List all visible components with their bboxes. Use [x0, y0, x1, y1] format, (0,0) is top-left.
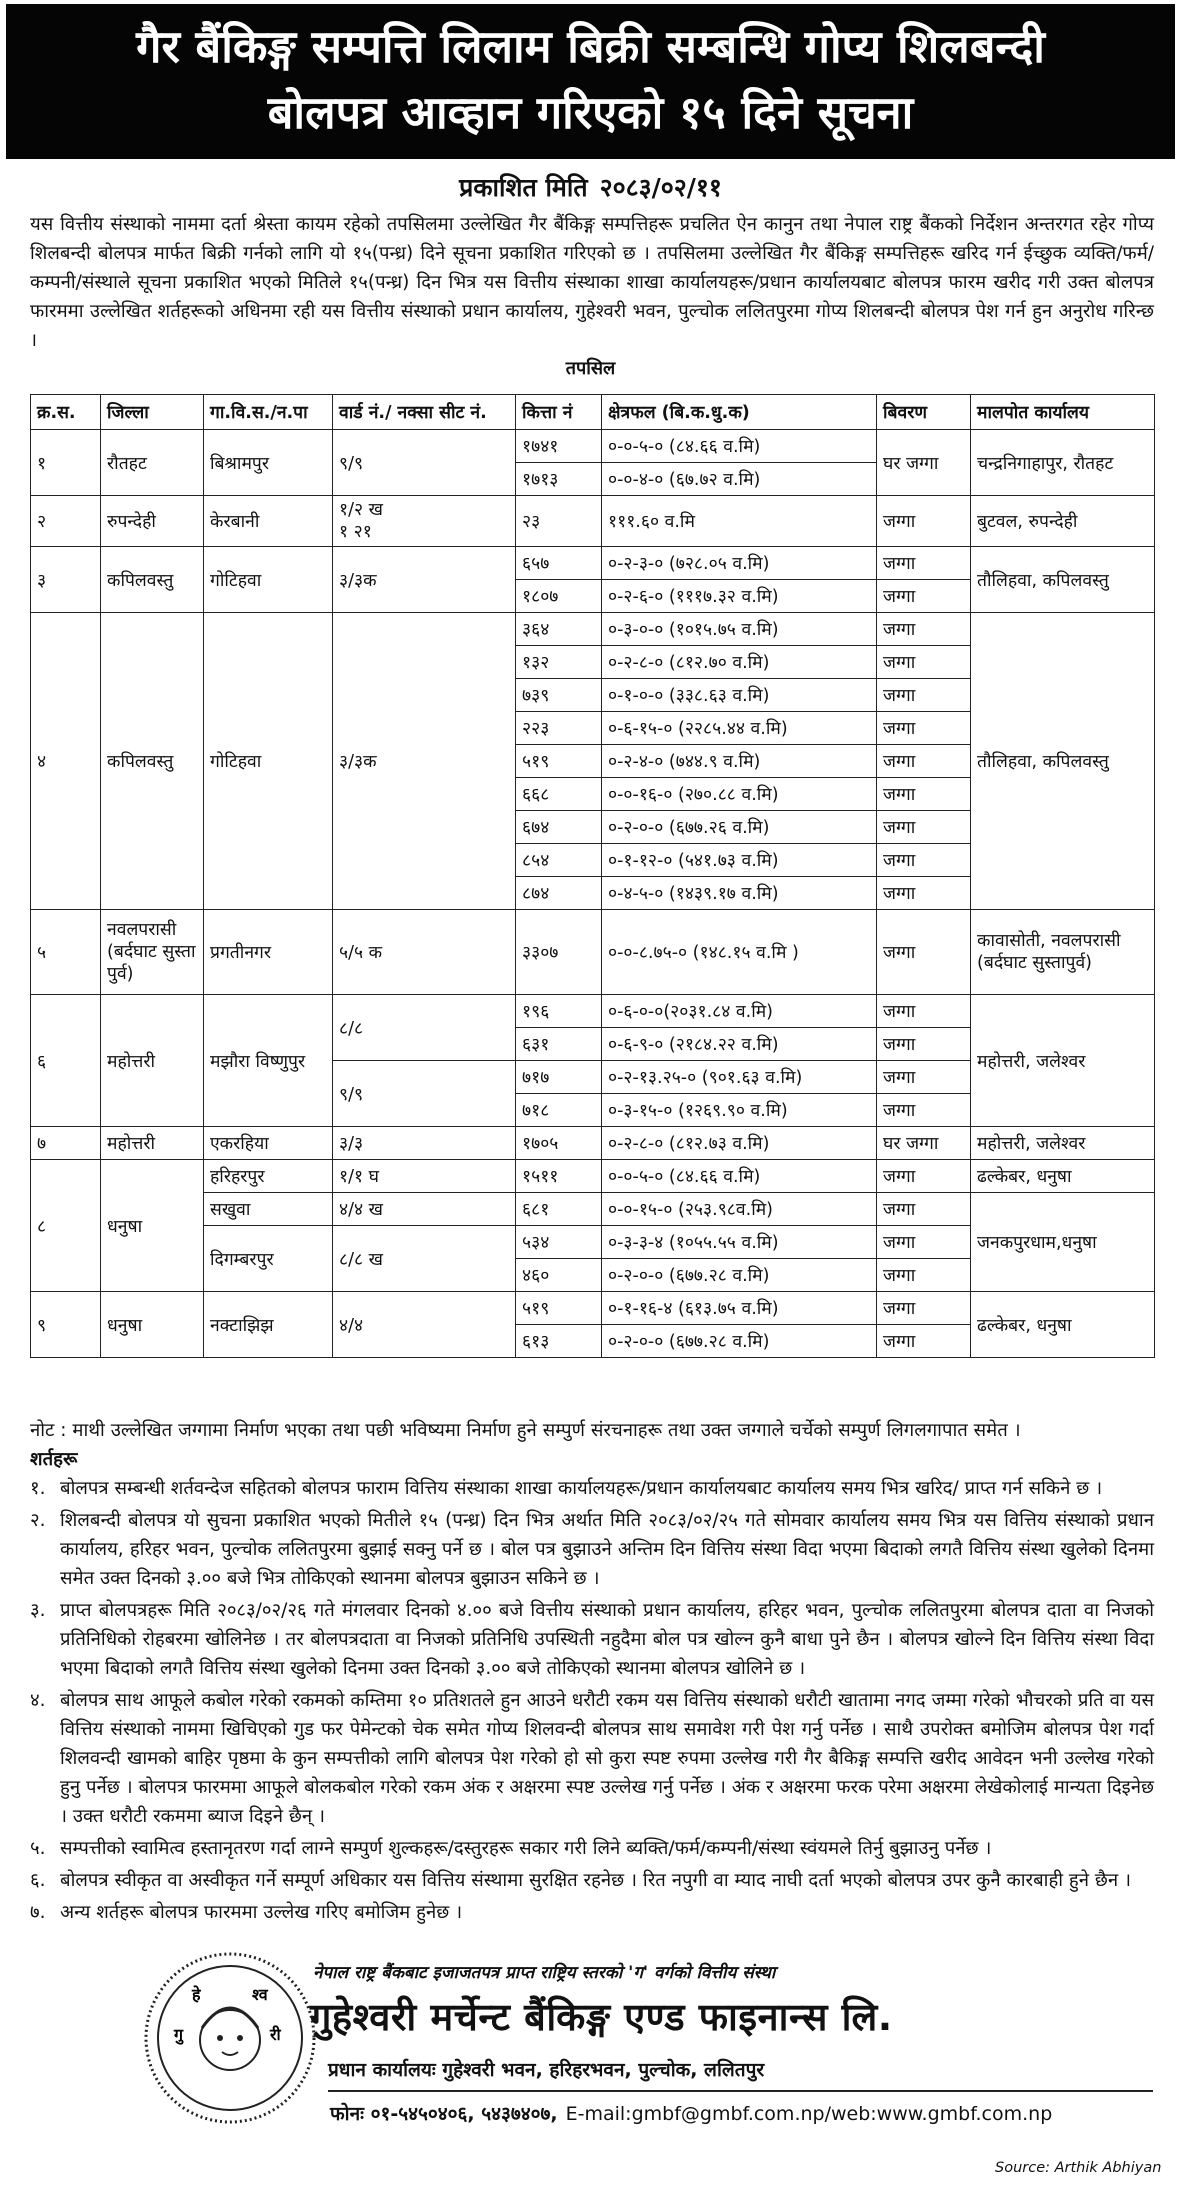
cell-vdc: केरबानी — [204, 496, 333, 547]
condition-number: ४. — [30, 1690, 46, 1711]
cell-area: ०-०-५-० (८४.६६ व.मि) — [602, 430, 877, 463]
cell-detail: जग्गा — [877, 1292, 971, 1325]
property-table — [30, 394, 1155, 1358]
cell-area: ०-६-१५-० (२२८५.४४ व.मि) — [602, 712, 877, 745]
cell-office: महोत्तरी, जलेश्वर — [971, 995, 1155, 1127]
col-header-district: जिल्ला — [101, 395, 204, 430]
condition-number: ५. — [30, 1838, 46, 1859]
seal-eye-right — [237, 2035, 243, 2041]
cell-sn: १ — [31, 430, 101, 496]
col-header-detail: बिवरण — [877, 395, 971, 430]
company-contact — [330, 2100, 1052, 2126]
cell-kitta: ५१९ — [516, 1292, 602, 1325]
seal-letter: री — [270, 2025, 281, 2044]
cell-ward: १/१ घ — [333, 1160, 516, 1193]
condition-text: सम्पत्तीको स्वामित्व हस्तानृतरण गर्दा लाग्ने सम्पुर्ण शुल्कहरू/दस्तुरहरू सकार गरी लिने ब्यक्ति/फर्म/कम्पनी/संस्था स्वंयमले तिर्नु बुझाउनु पर्नेछ । — [60, 1838, 992, 1859]
condition-item — [30, 1898, 1154, 1927]
source-credit: Source: Arthik Abhiyan — [995, 2160, 1162, 2176]
cell-vdc: एकरहिया — [204, 1127, 333, 1160]
cell-ward: ३/३क — [333, 613, 516, 910]
cell-detail: जग्गा — [877, 1325, 971, 1358]
cell-detail: जग्गा — [877, 496, 971, 547]
seal-letter: गु — [174, 2025, 184, 2044]
condition-number: २. — [30, 1510, 46, 1531]
seal-letter: हे — [192, 1985, 201, 2004]
cell-area: ०-१-१२-० (५४१.७३ व.मि) — [602, 844, 877, 877]
condition-number: १. — [30, 1478, 46, 1499]
cell-area: ०-०-१६-० (२७०.८८ व.मि) — [602, 778, 877, 811]
cell-kitta: ६८१ — [516, 1193, 602, 1226]
cell-sn: ९ — [31, 1292, 101, 1358]
cell-detail: जग्गा — [877, 811, 971, 844]
condition-text: अन्य शर्तहरू बोलपत्र फारममा उल्लेख गरिए बमोजिम हुनेछ । — [60, 1902, 463, 1923]
cell-kitta: १८०७ — [516, 580, 602, 613]
col-header-ward: वार्ड नं./ नक्सा सीट नं. — [333, 395, 516, 430]
cell-kitta: ७१८ — [516, 1094, 602, 1127]
cell-area: ०-२-८-० (८१२.७० व.मि) — [602, 646, 877, 679]
table-row — [31, 547, 1155, 580]
cell-detail: जग्गा — [877, 778, 971, 811]
cell-sn: ४ — [31, 613, 101, 910]
cell-area: ०-४-५-० (१४३९.१७ व.मि) — [602, 877, 877, 910]
cell-area: ०-३-३-४ (१०५५.५५ व.मि) — [602, 1226, 877, 1259]
conditions-list — [30, 1474, 1154, 1930]
condition-text: बोलपत्र साथ आफूले कबोल गरेको रकमको कम्तिमा १० प्रतिशतले हुन आउने धरौटी रकम यस वित्तिय संस्थाको धरौटी खातामा नगद जम्मा गरेको भौचरको प्रति वा यस वित्तिय संस्थाको नाममा खिचिएको गुड फर पेमेन्टको चेक समेत गोप्य शिलवन्दी बोलपत्र साथ समावेश गरी पेश गर्नु पर्नेछ । साथै उपरोक्त बमोजिम बोलपत्र पेश गर्दा शिलवन्दी खामको बाहिर पृष्ठमा के कुन सम्पत्तीको लागि बोलपत्र पेश गरेको हो सो कुरा स्पष्ट रुपमा उल्लेख गरी गैर बैकिङ्ग सम्पत्ति खरीद आवेदन भनी उल्लेख गरेको हुनु पर्नेछ । बोलपत्र फारममा आफूले बोलकबोल गरेको रकम अंक र अक्षरमा स्पष्ट उल्लेख गर्नु पर्नेछ । अंक र अक्षरमा फरक परेमा अक्षरमा लेखेकोलाई मान्यता दिइनेछ । उक्त धरौटी रकममा ब्याज दिइने छैन् । — [60, 1690, 1154, 1827]
cell-kitta: १७०५ — [516, 1127, 602, 1160]
cell-office: महोत्तरी, जलेश्वर — [971, 1127, 1155, 1160]
cell-sn: २ — [31, 496, 101, 547]
cell-detail: जग्गा — [877, 1193, 971, 1226]
cell-district: कपिलवस्तु — [101, 613, 204, 910]
col-header-vdc: गा.वि.स./न.पा — [204, 395, 333, 430]
cell-ward: ९/९ — [333, 1061, 516, 1127]
cell-kitta: २२३ — [516, 712, 602, 745]
conditions-title: शर्तहरू — [30, 1449, 78, 1470]
cell-kitta: ३३०७ — [516, 910, 602, 995]
cell-kitta: ८७४ — [516, 877, 602, 910]
cell-kitta: १७१३ — [516, 463, 602, 496]
condition-number: ६. — [30, 1870, 46, 1891]
cell-office: ढल्केबर, धनुषा — [971, 1160, 1155, 1193]
cell-area: ०-०-५-० (८४.६६ व.मि) — [602, 1160, 877, 1193]
cell-ward: ९/९ — [333, 430, 516, 496]
condition-text: बोलपत्र स्वीकृत वा अस्वीकृत गर्ने सम्पूर्ण अधिकार यस वित्तिय संस्थामा सुरक्षित रहनेछ । रित नपुगी वा म्याद नाघी दर्ता भएको बोलपत्र उपर कुनै कारबाही हुने छैन । — [60, 1870, 1132, 1891]
cell-vdc: हरिहरपुर — [204, 1160, 333, 1193]
col-header-sn: क्र.स. — [31, 395, 101, 430]
cell-area: ०-१-१६-४ (६१३.७५ व.मि) — [602, 1292, 877, 1325]
table-row — [31, 1292, 1155, 1325]
cell-ward: ८/८ ख — [333, 1226, 516, 1292]
cell-ward-line1: १/२ ख — [339, 500, 383, 520]
table-note: नोट : माथी उल्लेखित जग्गामा निर्माण भएका तथा पछी भविष्यमा निर्माण हुने सम्पुर्ण संरचनाहरू तथा उक्त जग्गाले चर्चेको सम्पुर्ण लिगलगापात समेत । — [30, 1420, 1021, 1441]
cell-detail: जग्गा — [877, 995, 971, 1028]
company-email-web: E-mail:gmbf@gmbf.com.np/web:www.gmbf.com.np — [565, 2103, 1053, 2125]
cell-kitta: ६१३ — [516, 1325, 602, 1358]
cell-kitta: ३६४ — [516, 613, 602, 646]
cell-area: ०-०-१५-० (२५३.९८व.मि) — [602, 1193, 877, 1226]
cell-office: चन्द्रनिगाहापुर, रौतहट — [971, 430, 1155, 496]
cell-detail: जग्गा — [877, 1259, 971, 1292]
cell-sn: ८ — [31, 1160, 101, 1292]
table-row — [31, 496, 1155, 547]
published-date — [0, 170, 1181, 204]
cell-kitta: ४६० — [516, 1259, 602, 1292]
condition-item — [30, 1474, 1154, 1503]
cell-detail: जग्गा — [877, 679, 971, 712]
cell-kitta: १३२ — [516, 646, 602, 679]
seal-eye-left — [217, 2035, 223, 2041]
cell-detail: जग्गा — [877, 1061, 971, 1094]
cell-detail: जग्गा — [877, 646, 971, 679]
condition-item — [30, 1834, 1154, 1863]
cell-detail: जग्गा — [877, 877, 971, 910]
cell-detail: जग्गा — [877, 1226, 971, 1259]
condition-item — [30, 1866, 1154, 1895]
published-date-value: २०८३/०२/११ — [599, 173, 722, 202]
cell-area: ०-२-१३.२५-० (९०१.६३ व.मि) — [602, 1061, 877, 1094]
cell-kitta: १५११ — [516, 1160, 602, 1193]
cell-vdc: सखुवा — [204, 1193, 333, 1226]
cell-detail: जग्गा — [877, 547, 971, 580]
cell-ward-line2: १ २१ — [339, 522, 372, 542]
footer-license-line: नेपाल राष्ट्र बैंकबाट इजाजतपत्र प्राप्त राष्ट्रिय स्तरको 'ग' वर्गको वित्तीय संस्था — [313, 1963, 776, 1983]
cell-office: तौलिहवा, कपिलवस्तु — [971, 547, 1155, 613]
condition-text: प्राप्त बोलपत्रहरू मिति २०८३/०२/२६ गते मंगलवार दिनको ४.०० बजे वित्तीय संस्थाको प्रधान कार्यालय, हरिहर भवन, पुल्चोक ललितपुरमा बोलपत्र दाता वा निजको प्रतिनिधिको रोहबरमा खोलिनेछ । तर बोलपत्रदाता वा निजको प्रतिनिधि उपस्थिती नहुदैमा बोल पत्र खोल्न कुनै बाधा पुने छैन । बोलपत्र खोल्ने दिन वित्तिय संस्था विदा भएमा बिदाको लगतै वित्तिय संस्था खुलेको दिनमा उक्त दिनको ३.०० बजे तोकिएको स्थानमा बोलपत्र खोलिने छ । — [60, 1600, 1154, 1679]
cell-vdc: मझौरा विष्णुपुर — [204, 995, 333, 1127]
published-date-label: प्रकाशित मिति — [459, 173, 588, 202]
cell-detail: जग्गा — [877, 745, 971, 778]
cell-kitta: ६५७ — [516, 547, 602, 580]
cell-area: ०-२-०-० (६७७.२८ व.मि) — [602, 1325, 877, 1358]
cell-area: ०-२-३-० (७२८.०५ व.मि) — [602, 547, 877, 580]
cell-area: ०-१-०-० (३३८.६३ व.मि) — [602, 679, 877, 712]
cell-kitta: ६७४ — [516, 811, 602, 844]
col-header-area: क्षेत्रफल (बि.क.धु.क) — [602, 395, 877, 430]
table-row — [31, 910, 1155, 995]
cell-area: ०-२-६-० (१११७.३२ व.मि) — [602, 580, 877, 613]
cell-ward: ३/३क — [333, 547, 516, 613]
condition-number: ७. — [30, 1902, 46, 1923]
cell-ward: ३/३ — [333, 1127, 516, 1160]
cell-kitta: १७४१ — [516, 430, 602, 463]
company-seal-logo — [140, 1948, 320, 2128]
cell-vdc: गोटिहवा — [204, 547, 333, 613]
cell-area: १११.६० व.मि — [602, 496, 877, 547]
condition-item — [30, 1506, 1154, 1593]
cell-ward: ४/४ ख — [333, 1193, 516, 1226]
col-header-kitta: कित्ता नं — [516, 395, 602, 430]
cell-area: ०-२-८-० (८१२.७३ व.मि) — [602, 1127, 877, 1160]
condition-number: ३. — [30, 1600, 46, 1621]
cell-office: ढल्केबर, धनुषा — [971, 1292, 1155, 1358]
cell-area: ०-३-०-० (१०१५.७५ व.मि) — [602, 613, 877, 646]
cell-detail: जग्गा — [877, 712, 971, 745]
intro-paragraph: यस वित्तीय संस्थाको नाममा दर्ता श्रेस्ता कायम रहेको तपसिलमा उल्लेखित गैर बैंकिङ्ग सम्पत्तिहरू प्रचलित ऐन कानुन तथा नेपाल राष्ट्र बैंकको निर्देशन अन्तरगत रहेर गोप्य शिलबन्दी बोलपत्र मार्फत बिक्री गर्नको लागि यो १५(पन्ध्र) दिने सूचना प्रकाशित गरिएको छ । तपसिलमा उल्लेखित गैर बैंकिङ्ग सम्पत्तिहरू खरिद गर्न ईच्छुक व्यक्ति/फर्म/कम्पनी/संस्थाले सूचना प्रकाशित भएको मितिले १५(पन्ध्र) दिन भित्र यस वित्तीय संस्थाका शाखा कार्यालयहरू/प्रधान कार्यालयबाट बोलपत्र फारम खरीद गरी उक्त बोलपत्र फारममा उल्लेखित शर्तहरूको अधिनमा रही यस वित्तीय संस्थाको प्रधान कार्यालय, गुहेश्वरी भवन, पुल्चोक ललितपुरमा गोप्य शिलबन्दी बोलपत्र पेश गर्न हुन अनुरोध गरिन्छ । — [30, 214, 1154, 351]
table-row — [31, 1160, 1155, 1193]
cell-kitta: ८५४ — [516, 844, 602, 877]
table-row — [31, 613, 1155, 646]
header-title-line2: बोलपत्र आव्हान गरिएको १५ दिने सूचना — [267, 86, 914, 139]
cell-district: रुपन्देही — [101, 496, 204, 547]
table-row — [31, 1127, 1155, 1160]
cell-kitta: ७१७ — [516, 1061, 602, 1094]
cell-district: कपिलवस्तु — [101, 547, 204, 613]
condition-text: बोलपत्र सम्बन्धी शर्तवन्देज सहितको बोलपत्र फाराम वित्तिय संस्थाका शाखा कार्यालयहरू/प्रधान कार्यालयबाट कार्यालय समय भित्र खरिद/ प्राप्त गर्न सकिने छ । — [60, 1478, 1103, 1499]
cell-kitta: ६६८ — [516, 778, 602, 811]
cell-detail: जग्गा — [877, 1028, 971, 1061]
seal-mouth — [222, 2052, 238, 2055]
cell-detail: जग्गा — [877, 613, 971, 646]
cell-area: ०-२-४-० (७४४.९ व.मि) — [602, 745, 877, 778]
cell-kitta: ७३९ — [516, 679, 602, 712]
cell-district: रौतहट — [101, 430, 204, 496]
cell-district: धनुषा — [101, 1292, 204, 1358]
cell-vdc: दिगम्बरपुर — [204, 1226, 333, 1292]
cell-detail: घर जग्गा — [877, 1127, 971, 1160]
cell-vdc: नक्टाझिझ — [204, 1292, 333, 1358]
cell-office: कावासोती, नवलपरासी (बर्दघाट सुस्तापुर्व) — [971, 910, 1155, 995]
cell-vdc: प्रगतीनगर — [204, 910, 333, 995]
table-title: तपसिल — [565, 358, 616, 379]
condition-text: शिलबन्दी बोलपत्र यो सुचना प्रकाशित भएको मितीले १५ (पन्ध्र) दिन भित्र अर्थात मिति २०८३/०२/२५ गते सोमवार कार्यालय समय भित्र यस वित्तिय संस्थाको प्रधान कार्यालय, हरिहर भवन, पुल्चोक ललितपुरमा बुझाई सक्नु पर्ने छ । बोल पत्र बुझाउने अन्तिम दिन वित्तिय संस्था विदा भएमा बिदाको लगतै वित्तिय संस्था खुलेको दिनमा समेत उक्त दिनको ३.०० बजे भित्र तोकिएको स्थानमा बोलपत्र बुझाउन सकिने छ । — [60, 1510, 1154, 1589]
cell-area: ०-६-०-०(२०३१.८४ व.मि) — [602, 995, 877, 1028]
cell-detail: जग्गा — [877, 910, 971, 995]
condition-item — [30, 1596, 1154, 1683]
seal-letter: श्व — [252, 1985, 268, 2004]
cell-sn: ३ — [31, 547, 101, 613]
cell-kitta: ५१९ — [516, 745, 602, 778]
cell-district: नवलपरासी (बर्दघाट सुस्ता पुर्व) — [101, 910, 204, 995]
cell-vdc: गोटिहवा — [204, 613, 333, 910]
cell-kitta: ५३४ — [516, 1226, 602, 1259]
header-banner — [6, 4, 1175, 159]
cell-ward: ८/८ — [333, 995, 516, 1061]
cell-sn: ५ — [31, 910, 101, 995]
cell-district: महोत्तरी — [101, 995, 204, 1127]
condition-item — [30, 1686, 1154, 1831]
cell-detail: जग्गा — [877, 1094, 971, 1127]
cell-district: धनुषा — [101, 1160, 204, 1292]
table-row — [31, 430, 1155, 463]
cell-ward: ४/४ — [333, 1292, 516, 1358]
cell-area: ०-६-९-० (२१८४.२२ व.मि) — [602, 1028, 877, 1061]
cell-detail: जग्गा — [877, 1160, 971, 1193]
cell-office: तौलिहवा, कपिलवस्तु — [971, 613, 1155, 910]
cell-kitta: २३ — [516, 496, 602, 547]
cell-area: ०-२-०-० (६७७.२६ व.मि) — [602, 811, 877, 844]
table-header-row — [31, 395, 1155, 430]
company-phone: फोनः ०१-५४५०४०६, ५४३७४०७, — [330, 2103, 558, 2125]
cell-office: जनकपुरधाम,धनुषा — [971, 1193, 1155, 1292]
cell-area: ०-३-१५-० (१२६९.९० व.मि) — [602, 1094, 877, 1127]
cell-area: ०-०-८.७५-० (१४८.१५ व.मि ) — [602, 910, 877, 995]
col-header-office: मालपोत कार्यालय — [971, 395, 1155, 430]
cell-ward — [333, 496, 516, 547]
cell-vdc: बिश्रामपुर — [204, 430, 333, 496]
cell-kitta: ६३१ — [516, 1028, 602, 1061]
cell-detail: जग्गा — [877, 580, 971, 613]
company-address: प्रधान कार्यालयः गुहेश्वरी भवन, हरिहरभवन, पुल्चोक, ललितपुर — [328, 2056, 1153, 2092]
cell-area: ०-२-०-० (६७७.२८ व.मि) — [602, 1259, 877, 1292]
cell-detail: घर जग्गा — [877, 430, 971, 496]
header-title-line1: गैर बैंकिङ्ग सम्पत्ति लिलाम बिक्री सम्बन्धि गोप्य शिलबन्दी — [136, 20, 1045, 73]
cell-sn: ७ — [31, 1127, 101, 1160]
cell-ward: ५/५ क — [333, 910, 516, 995]
cell-area: ०-०-४-० (६७.७२ व.मि) — [602, 463, 877, 496]
cell-detail: जग्गा — [877, 844, 971, 877]
table-row — [31, 995, 1155, 1028]
seal-outer-ring — [146, 1954, 314, 2122]
cell-office: बुटवल, रुपन्देही — [971, 496, 1155, 547]
company-name: गुहेश्वरी मर्चेन्ट बैंकिङ्ग एण्ड फाइनान्स लि. — [310, 1995, 893, 2039]
cell-sn: ६ — [31, 995, 101, 1127]
cell-kitta: १९६ — [516, 995, 602, 1028]
cell-district: महोत्तरी — [101, 1127, 204, 1160]
